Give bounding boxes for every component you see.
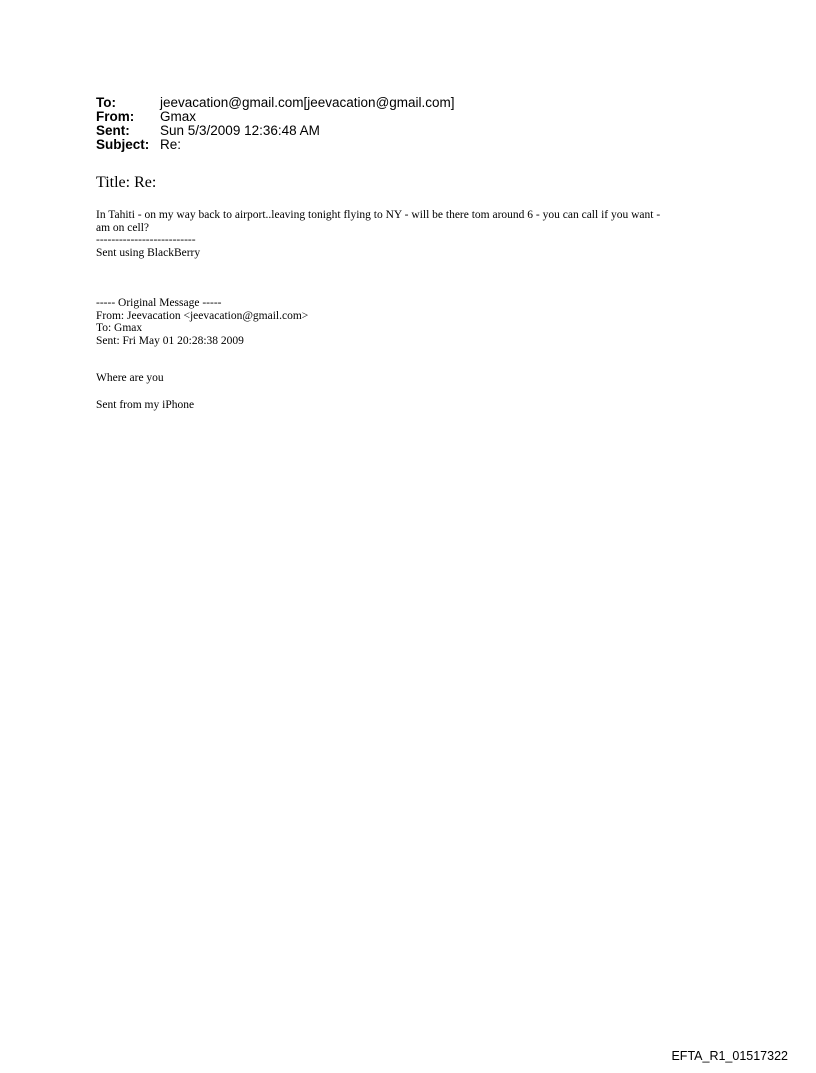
header-from-row: [96, 110, 455, 124]
original-from: From: Jeevacation <jeevacation@gmail.com>: [96, 309, 309, 322]
subject-value: Re:: [160, 137, 182, 152]
document-id: EFTA_R1_01517322: [671, 1049, 788, 1063]
original-message-marker: ----- Original Message -----: [96, 297, 222, 309]
header-to-row: [96, 96, 455, 110]
from-value: Gmax: [160, 109, 197, 124]
sent-label: Sent:: [96, 123, 130, 138]
body-line-1: In Tahiti - on my way back to airport..leaving tonight flying to NY - will be there tom around 6 - you can call if you want -: [96, 209, 661, 221]
to-value: jeevacation@gmail.com[jeevacation@gmail.com]: [160, 95, 455, 110]
original-to: To: Gmax: [96, 322, 143, 334]
sent-value: Sun 5/3/2009 12:36:48 AM: [160, 123, 320, 138]
body-line-2: am on cell?: [96, 221, 150, 234]
iphone-signature: Sent from my iPhone: [96, 399, 195, 411]
blackberry-signature: Sent using BlackBerry: [96, 246, 201, 259]
original-sent: Sent: Fri May 01 20:28:38 2009: [96, 334, 244, 347]
email-header: [96, 96, 455, 152]
header-subject-row: [96, 138, 455, 152]
header-sent-row: [96, 124, 455, 138]
message-body: [96, 209, 736, 259]
signature-separator: --------------------------: [96, 234, 196, 246]
from-label: From:: [96, 109, 135, 124]
subject-label: Subject:: [96, 137, 150, 152]
message-title: Title: Re:: [96, 174, 157, 191]
to-label: To:: [96, 95, 116, 110]
original-message-header: [96, 297, 736, 347]
original-body: Where are you: [96, 372, 164, 384]
